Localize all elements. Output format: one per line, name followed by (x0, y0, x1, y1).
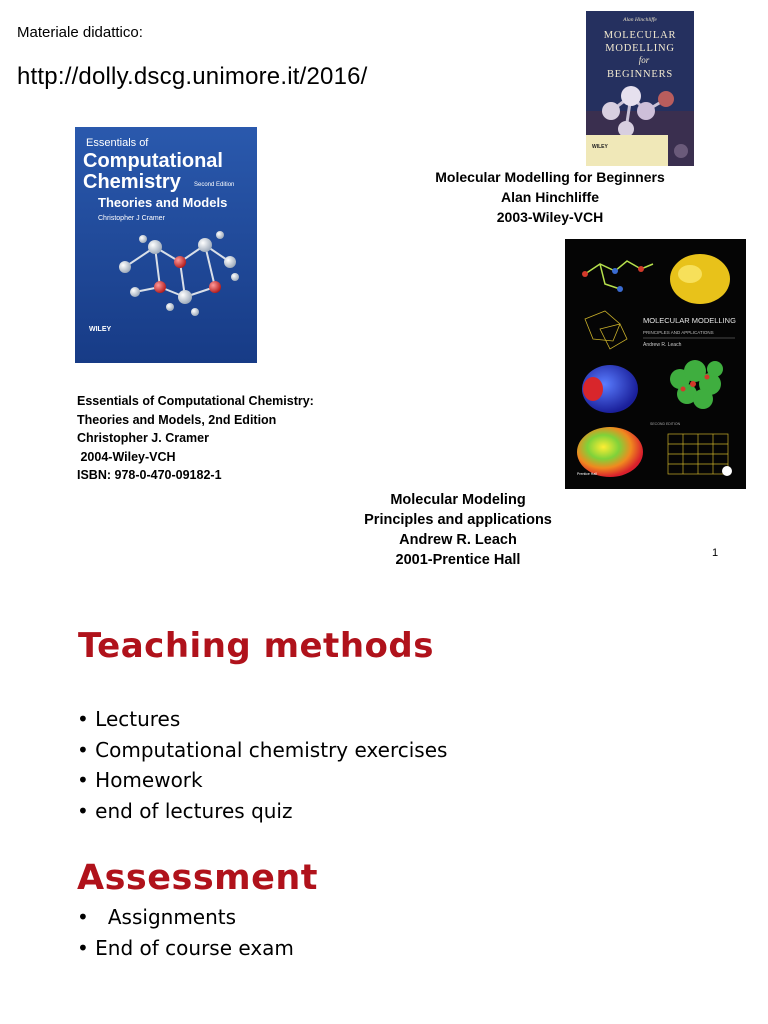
cramer-cover-author: Christopher J Cramer (98, 215, 165, 222)
caption-line: ISBN: 978-0-470-09182-1 (77, 468, 222, 482)
caption-line: 2004-Wiley-VCH (77, 449, 176, 464)
course-url[interactable]: http://dolly.dscg.unimore.it/2016/ (17, 63, 368, 90)
list-item: • Assignments (77, 905, 237, 929)
hinchliffe-cover-line4: BEGINNERS (606, 69, 674, 80)
cramer-cover-line2: Computational (83, 150, 223, 172)
hinchliffe-cover-publisher: WILEY (592, 144, 608, 150)
caption-line: 2001-Prentice Hall (395, 552, 521, 568)
assessment-list (77, 902, 294, 963)
leach-cover-subtitle: PRINCIPLES AND APPLICATIONS (643, 330, 714, 335)
teaching-methods-list (77, 704, 447, 826)
leach-cover-publisher: Prentice Hall (577, 472, 597, 476)
cramer-cover-line4: Theories and Models (98, 195, 228, 210)
caption-line: Alan Hinchliffe (500, 189, 599, 205)
hinchliffe-cover-line1: MOLECULAR (603, 30, 677, 41)
teaching-methods-heading: Teaching methods (78, 626, 434, 666)
hinchliffe-book-caption (400, 167, 700, 227)
leach-cover-author: Andrew R. Leach (643, 342, 682, 348)
materials-label: Materiale didattico: (17, 24, 143, 41)
cramer-cover-line3: Chemistry (83, 171, 181, 193)
list-item: • End of course exam (77, 935, 294, 960)
list-item: • end of lectures quiz (77, 798, 293, 823)
hinchliffe-book-cover (586, 11, 694, 166)
hinchliffe-cover-author: Alan Hinchliffe (623, 17, 657, 23)
leach-cover-title: MOLECULAR MODELLING (643, 316, 736, 325)
cramer-cover-line1: Essentials of (86, 137, 149, 149)
assessment-heading: Assessment (77, 858, 319, 898)
caption-line: Essentials of Computational Chemistry: (77, 394, 314, 408)
caption-line: 2003-Wiley-VCH (496, 209, 604, 225)
hinchliffe-cover-line2: MODELLING (605, 43, 675, 54)
caption-line: Theories and Models, 2nd Edition (77, 412, 277, 427)
leach-book-caption (308, 490, 608, 570)
slide-number: 1 (712, 547, 719, 559)
leach-cover-edition: SECOND EDITION (650, 422, 681, 426)
hinchliffe-cover-line3: for (638, 55, 650, 65)
list-item: • Lectures (77, 707, 181, 731)
caption-line: Principles and applications (364, 512, 552, 528)
cramer-book-cover (75, 127, 257, 363)
caption-line: Molecular Modelling for Beginners (435, 169, 665, 185)
caption-line: Molecular Modeling (390, 492, 526, 508)
cramer-cover-publisher: WILEY (89, 326, 112, 333)
caption-line: Christopher J. Cramer (77, 431, 209, 445)
leach-book-cover (565, 239, 746, 489)
list-item: • Homework (77, 768, 203, 792)
cramer-book-caption (77, 392, 314, 485)
caption-line: Andrew R. Leach (399, 532, 517, 548)
list-item: • Computational chemistry exercises (77, 737, 448, 762)
cramer-cover-edition: Second Edition (194, 182, 235, 188)
